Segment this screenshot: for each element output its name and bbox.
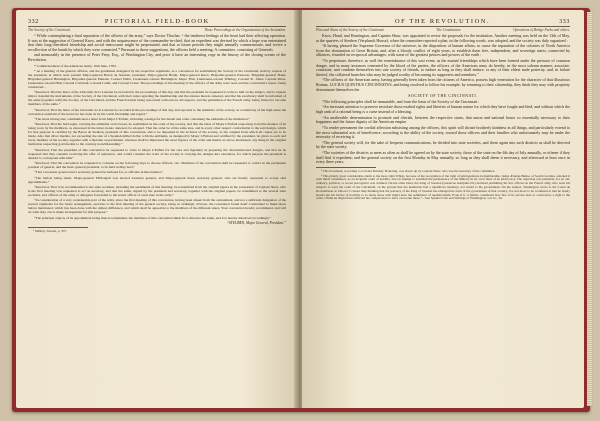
footnote-rule <box>316 167 376 168</box>
paragraph: “Resolved, That the letter of the Chevalier de la Luzerne be recorded in the proceedings of this day, and reported to the members of the society, as a testimony of the high sense the convention entertain of the honor he has done us by his warm friendship and regard.” <box>28 107 286 116</box>
paragraph: “To render permanent the cordial affection subsisting among the officers, this spirit will dictate brotherly kindness in all things, and particularly extend to the most substantial acts of beneficence, according to the ability of the society, toward those officers and their families who unfortunately may be under the necessity of receiving it. <box>316 124 570 140</box>
paragraph: “The ballots being taken, Major-general M'Dougall was elected treasurer general, and Major-general Knox secretary general, who are hereby requested to accept said appointments.” <box>28 175 286 184</box>
paragraph: “In consideration of a very considerable part of the army, since the first meeting of this convention, having been absent from the cantonment, and not a sufficient delegation of the several regiments for the better arrangement, previous to the first meeting of the general society, being so strikingly obvious, the convention found itself constrained to make those before mentioned, which has been done with the utmost diffidence, and which shall be agreeable to the members of the different states. Your convention hereby recommend, and will do what they can to make arrangement for that purpose.” <box>28 198 286 215</box>
subhead: The Constitution. <box>436 28 462 32</box>
paragraph: “The bears having also communicated a letter from Major L'Enfant, including a design for the medal and order containing the emblems of the institution.” <box>34 116 251 121</box>
paragraph: * Commencement of the American Army, 10th June, 1783. <box>34 63 117 68</box>
paragraph: and memorably in the presence of Peter Feny, Esq., of Washington City, and prior it have an interesting copy in the history of the closing scenes of the Revolution. <box>28 52 286 62</box>
paragraph: “Resolved, That the president of this convention be requested to write to Major L'Enfant for his care and ingenuity in preparing the aforementioned designs, and that he be requested that they consider receiving the offer of assistance, and would consider the order of the society is carrying the designs into execution, for which purpose the president is desired to correspond with him.” <box>28 147 286 160</box>
page-number: 332 <box>28 19 39 25</box>
paragraph: Knox, Hand, and Huntington, and Captain Shaw, was appointed to revise the proposals for the institution. Another meeting was held on the 13th of May, at the quarters of Steuben (Verplanck House), when the committee reported a plan, in the following words, was adopted, and the society was duly organized : <box>316 33 570 43</box>
paragraph: * At a meeting of the general officers, and the gentlemen delegated by the respective regiments, as a convention for establishing the Society of the Cincinnati, held by request of the president, at which were present Major-general Baron de Steuben, president; Major-general Heath, Major-general Knox, Brigadier-general Paterson, Brigadier-general Hand, Brigadier-general Huntington, Brigadier-general Putnam, Colonel Webb, Lieutenant-colonel Huntington, Major Fish, Lieutenant-colonel Whiting, Colonel St. Johns, Captain Shaw, Lieutenant-colonel Hull, Colonel Cortlandt, Colonel Lamb, and Colonel Crane. The proceedings of the meeting of the officers of the army were read, and the convention's report, being considered... <box>28 68 286 90</box>
running-head <box>316 18 570 27</box>
body-text <box>316 34 570 165</box>
running-title: PICTORIAL FIELD-BOOK <box>104 18 210 25</box>
running-title: OF THE REVOLUTION. <box>394 18 491 25</box>
footnotes <box>28 230 286 234</box>
footnote: ¹ Military Journal, p. 337. <box>33 228 67 233</box>
subhead: Plan and Name of the Society of the Cincinnati. <box>316 28 385 32</box>
paragraph: “The societies of the districts to meet as often as shall be agreed on by the state society; those of the state on the 4th day of July annually, or oftener if they shall find it expedient; and the general society on the first Monday in May annually, so long as they shall deem it necessary, and afterward at least once in every three years. <box>316 150 570 165</box>
paragraph: “Resolved, That the letter of the Chevalier de la Luzerne be recorded in the proceedings of this day, and that the president be requested to write to him on the subject, and to request him to transmit the instruments of the Society of the Cincinnati, with their rules regarding the membership and the statutes thereto annexed, and that his excellency shall be informed of the same (together with) the Society of the Cincinnati, and the French nation being associated with ours in all respects, and the gentlemen of the French army, being invited to become members of the same.” <box>28 90 287 107</box>
paragraph: “To perpetuate, therefore, as well the remembrance of this vast event, as the mutual friendships which have been formed under the pressure of common danger, and in many instances cemented by the blood of the parties, the officers of the American army do hereby, in the most solemn manner, associate, constitute, and combine themselves into one society of friends, to endure as long as they shall endure, or any of their eldest male posterity, and, in failure thereof, the collateral branches who may be judged worthy of becoming its supporters and members.” <box>316 58 570 77</box>
signature: “STEUBEN, Major General, President.” <box>226 220 286 225</box>
paragraph: “The officers of the American army, having generally been taken from the citizens of America, possess high veneration for the character of that illustrious Roman, LUCIUS QUINTIUS CINCINNATUS, and being resolved to follow his example, by returning to their citizenship, they think they may with propriety denominate themselves the <box>316 77 570 92</box>
right-page <box>302 10 584 408</box>
subhead: Operations of Bridge Parks and others. <box>513 28 570 32</box>
subheads <box>28 28 286 32</box>
paragraph: “ While contemplating a final separation of the officers of the army,” says Doctor Thacher, “ the tenderest feelings of the heart had their affecting operation. It was at the suggestion of General Knox, and with the acquiescence of the commander-in-chief, that an expedient was devised by which a hope was entertained that their long-cherished friendship and social intercourse might be perpetuated, and that at future periods they might annually commemorate, and revive a recollection of the bands by which they were connected.* Pursuant to these suggestions, the officers held a meeting. A committee, consisting of Generals <box>28 33 286 52</box>
page-number: 333 <box>559 19 570 25</box>
paragraph: “It having pleased the Supreme Governor of the universe, in the disposition of human affairs, to cause the separation of the colonies of North America from the domination of Great Britain, and, after a bloody conflict of eight years, to establish them free, independent, and sovereign states, connected by alliances, founded on reciprocal advantages, with some of the greatest princes and powers of the earth : <box>316 43 570 58</box>
paragraph: “The principal objects of its appointment being thus accomplished, the members of this convention think fit to dissolve the same, and it is hereby dissolved accordingly.” <box>34 215 271 220</box>
paragraph: “Resolved, That it be recommended to the state societies, including the sentiments of this meeting, be transmitted from the original papers in the possession of Captain Shaw, who is the first meeting was requested to act as secretary, and that the same, signed by the president and secretary, together with the original papers, be transmitted to the several state societies, and officers of the army or delegates forwarded to the senior officer of each state in the army.” <box>28 184 286 197</box>
subheads <box>316 28 570 32</box>
footnotes <box>316 170 570 201</box>
running-head <box>28 18 286 27</box>
paragraph: “That a treasurer general and a secretary general be balloted for, to officiate in like manner.” <box>34 170 164 175</box>
section-heading: SOCIETY OF THE CINCINNATI. <box>408 92 478 98</box>
paragraph: “An incessant attention to preserve inviolate those exalted rights and liberties of human nature for which they have fought and bled, and without which the high rank of a rational being is a curse instead of a blessing. <box>316 104 570 114</box>
footnote-rule <box>28 227 88 228</box>
page-fore-edge <box>587 12 592 406</box>
footnote: ² This plainly great considerable alarm to the more rigid Whigs, because of the recognition of the right of primogeniture in membership. Judge Ædanus Burke, of South Carolina, attacked it with much vehemence, as an incipient order of nobility, and an attempt to establish the permanence of the military in its overt lines of an aristocracy. The objection was plausible, for an old, ordinary, political, or social prerogative was claimed. On the other hand, the King of Sweden (Gustavus Adolphus III.) declined permitting his few officers in the French army who were his subjects to wear the order of the Cincinnati, on the ground that the institution had a republican tendency, not suited to his government. On the subject, Washington wrote to the Count de Rochambeau as follows: I cannot help thinking that the jealousy of the King of Sweden has emerged the form of his government of that country, it is not more to be wondered at that he barely should put his barrier of hostility to so many those with might have the semblance of republicanism. Even if it, it further considered how few of its service had, or could have, a right to the order, I think he might have reflected his complacence to have overcome these.”—See Sparks's Life and Writings of Washington, vol. ix., 34. <box>316 173 570 201</box>
subhead: Those Proceedings in the Organization of the Institution. <box>204 28 286 32</box>
paragraph: “The general society will, for the sake of frequent communications, be divided into state societies, and those again into such districts as shall be directed by the state society. <box>316 139 570 150</box>
paragraph: “Resolved, That the convention be requested to convene on the following days to choose officers, viz.: Members of the convention shall be requested to collect in the permanent position of general, and the lieut.-general president, to be held in May next.” <box>28 161 286 170</box>
paragraph: “Resolved, That the bald eagle, carrying the emblems on its breast, be established as the order of the society, and that the ideas of Major L'Enfant respecting it and the manner of its being worn by the members, as expressed in the letter, hereto annexed, be adopted. That the order be of the same size, and in every other respect conformable to the said design, which for that purpose is certified by the Baron de Steuben, president of this convention, and to be deposited in the archives of the society, as the original from which all copies are to be made. Also that silver medals, not exceeding the size of a Spanish milled dollar, with the emblems, as designed by Major L'Enfant and certified by the president, be given to each and every member of the society, together with a diploma on parchment, whereon shall be impressed the exact figures of the order and medal, as above mentioned, any thing in the original institution respecting gold medals to the contrary notwithstanding.” <box>28 122 286 147</box>
body-text <box>28 34 286 220</box>
left-page <box>16 10 298 408</box>
paragraph: “An unalterable determination to promote and cherish, between the respective states, that union and national honor so essentially necessary to their happiness and the future dignity of the American empire. <box>316 114 570 125</box>
footnote: ¹ This document, according to Colonel Timothy Pickering, was drawn up by Captain Shaw, who was the secretary of the committee. <box>321 168 496 173</box>
paragraph: “The following principles shall be immutable, and form the basis of the Society of the Cincinnati : <box>322 98 480 104</box>
subhead: The Society of the Cincinnati. <box>28 28 71 32</box>
